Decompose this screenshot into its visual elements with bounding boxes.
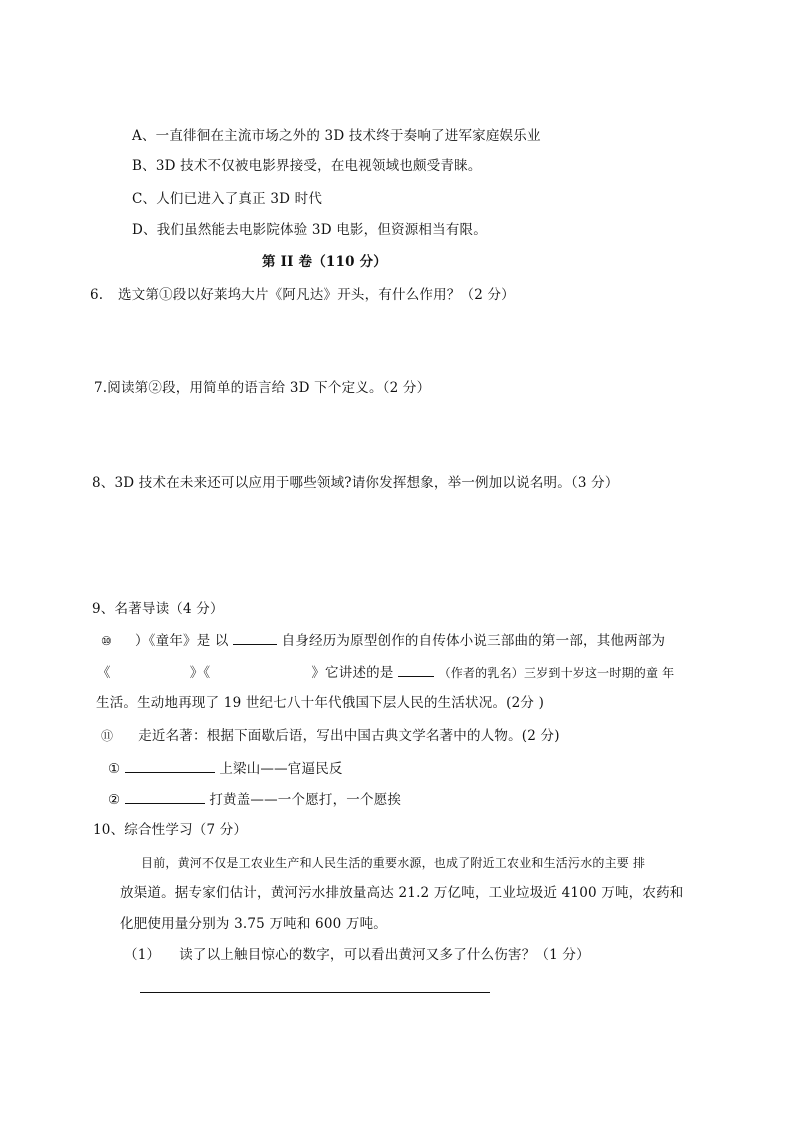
question-6-number: 6. [90, 287, 104, 303]
question-10-sub-1 [124, 945, 590, 965]
book-bracket-open: 《 [97, 665, 111, 681]
proverb-item-1-text: 上梁山——官逼民反 [219, 761, 343, 777]
circle-number-marker: ⑩ [101, 634, 112, 648]
proverb-item-2 [108, 789, 401, 810]
question-10-paragraph-1: 目前，黄河不仅是工农业生产和人民生活的重要水源，也成了附近工农业和生活污水的主要 排 [141, 856, 646, 870]
section-title: 第 II 卷（110 分） [262, 254, 388, 270]
question-9-part4-text: 走近名著：根据下面歇后语，写出中国古典文学名著中的人物。(2 分) [138, 728, 560, 744]
question-10-paragraph-2: 放渠道。据专家们估计，黄河污水排放量高达 21.2 万亿吨，工业垃圾近 4100 万吨，农药和 [120, 885, 684, 901]
question-9-part1-suffix: 自身经历为原型创作的自传体小说三部曲的第一部，其他两部为 [281, 633, 666, 649]
proverb-item-1 [108, 758, 343, 779]
author-name-blank[interactable] [233, 630, 277, 645]
option-b: B、3D 技术不仅被电影界接受，在电视领域也颇受青睐。 [132, 158, 482, 174]
question-9-part3: 生活。生动地再现了 19 世纪七八十年代俄国下层人民的生活状况。(2分 ) [96, 695, 545, 711]
proverb-2-blank[interactable] [125, 789, 205, 804]
proverb-item-1-number: ① [108, 761, 121, 777]
question-9-title: 9、名著导读（4 分） [92, 601, 224, 617]
question-9-part1-prefix: ）《童年》是 以 [134, 633, 229, 649]
answer-line[interactable] [140, 992, 490, 993]
question-9-part4 [101, 726, 560, 746]
question-9-part2-suffix: （作者的乳名）三岁到十岁这一时期的童 年 [438, 666, 675, 680]
question-10-sub-1-number: （1） [124, 947, 161, 963]
question-9-part1 [101, 630, 665, 651]
question-8: 8、3D 技术在未来还可以应用于哪些领域?请你发挥想象，举一例加以说名明。（3 分） [92, 475, 619, 491]
question-9-part2-text: 》它讲述的是 [311, 665, 394, 681]
option-a: A、一直徘徊在主流市场之外的 3D 技术终于奏响了进军家庭娱乐业 [132, 128, 541, 144]
question-9-part2 [97, 662, 674, 683]
circle-number-marker: ⑪ [101, 729, 114, 743]
question-10-title: 10、综合性学习（7 分） [93, 822, 248, 838]
proverb-item-2-text: 打黄盖——一个愿打，一个愿挨 [209, 792, 402, 808]
nickname-blank[interactable] [398, 662, 434, 677]
proverb-item-2-number: ② [108, 792, 121, 808]
question-10-sub-1-text: 读了以上触目惊心的数字，可以看出黄河又多了什么伤害？（1 分） [179, 947, 590, 963]
question-7: 7.阅读第②段，用简单的语言给 3D 下个定义。（2 分） [94, 380, 431, 396]
question-6-text: 选文第①段以好莱坞大片《阿凡达》开头，有什么作用？（2 分） [118, 287, 515, 303]
option-c: C、人们已进入了真正 3D 时代 [132, 191, 323, 207]
option-d: D、我们虽然能去电影院体验 3D 电影，但资源相当有限。 [132, 222, 487, 238]
book-bracket-middle: 》《 [189, 665, 211, 681]
question-10-paragraph-3: 化肥使用量分别为 3.75 万吨和 600 万吨。 [120, 916, 387, 932]
proverb-1-blank[interactable] [125, 758, 215, 773]
